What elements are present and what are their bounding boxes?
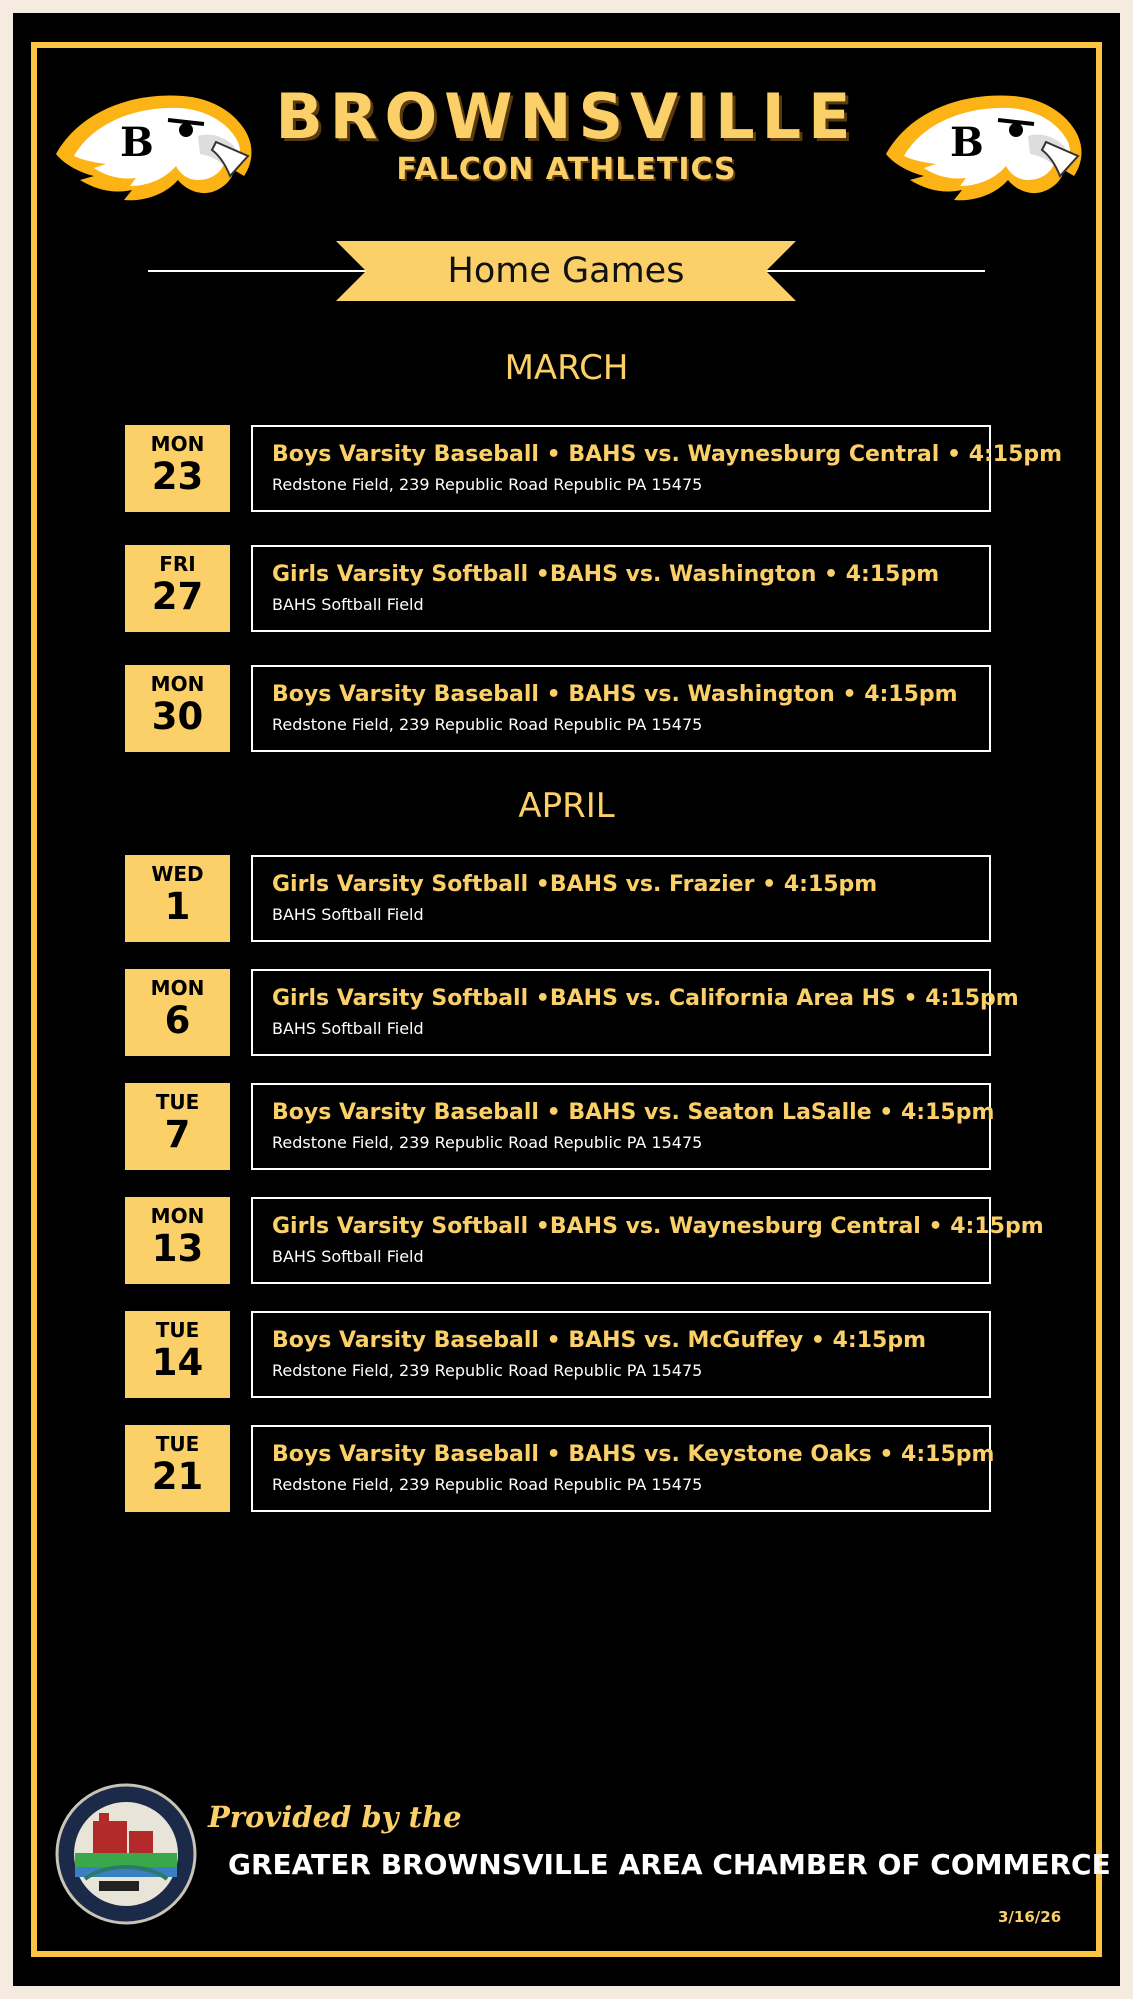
event-card (251, 1083, 995, 1170)
event-row (125, 855, 991, 942)
date-day: MON (150, 976, 205, 1000)
date-day: MON (150, 672, 205, 696)
provided-by-text: Provided by the (208, 1800, 462, 1834)
event-card (251, 855, 991, 942)
event-row (125, 1083, 995, 1170)
event-title: Girls Varsity Softball •BAHS vs. Washington • 4:15pm (272, 562, 940, 587)
banner-divider-right (764, 270, 985, 272)
date-badge (125, 855, 230, 942)
svg-text:B: B (120, 119, 154, 166)
date-badge (125, 1197, 230, 1284)
svg-text:B: B (950, 119, 984, 166)
event-row (125, 969, 1019, 1056)
banner-label: Home Games (447, 251, 685, 291)
date-badge (125, 1311, 230, 1398)
organization-name: GREATER BROWNSVILLE AREA CHAMBER OF COMMERCE (228, 1848, 1111, 1881)
event-card (251, 1311, 991, 1398)
date-number: 14 (151, 1341, 204, 1384)
event-title: Girls Varsity Softball •BAHS vs. Waynesburg Central • 4:15pm (272, 1214, 1044, 1239)
date-day: WED (151, 862, 204, 886)
date-number: 21 (151, 1455, 204, 1498)
event-location: Redstone Field, 239 Republic Road Republic PA 15475 (272, 715, 703, 734)
event-location: Redstone Field, 239 Republic Road Republic PA 15475 (272, 1361, 703, 1380)
event-title: Girls Varsity Softball •BAHS vs. Frazier • 4:15pm (272, 872, 878, 897)
event-location: BAHS Softball Field (272, 905, 424, 924)
date-number: 30 (151, 695, 204, 738)
date-day: TUE (155, 1090, 200, 1114)
date-number: 23 (151, 455, 204, 498)
date-number: 7 (164, 1113, 191, 1156)
event-row (125, 1197, 1044, 1284)
event-location: BAHS Softball Field (272, 1019, 424, 1038)
event-location: Redstone Field, 239 Republic Road Republic PA 15475 (272, 1475, 703, 1494)
date-number: 6 (164, 999, 191, 1042)
date-day: MON (150, 1204, 205, 1228)
month-heading-april: APRIL (518, 786, 615, 826)
date-number: 13 (151, 1227, 204, 1270)
date-day: TUE (155, 1432, 200, 1456)
date-stamp: 3/16/26 (998, 1908, 1062, 1926)
event-row (125, 425, 1063, 512)
event-card (251, 969, 1019, 1056)
event-row (125, 1425, 995, 1512)
chamber-seal-icon (55, 1783, 197, 1925)
event-title: Boys Varsity Baseball • BAHS vs. Washington • 4:15pm (272, 682, 958, 707)
event-card (251, 425, 1063, 512)
date-badge (125, 545, 230, 632)
date-number: 27 (151, 575, 204, 618)
date-day: FRI (159, 552, 196, 576)
event-row (125, 545, 991, 632)
event-location: Redstone Field, 239 Republic Road Republic PA 15475 (272, 1133, 703, 1152)
event-card (251, 665, 991, 752)
event-title: Girls Varsity Softball •BAHS vs. California Area HS • 4:15pm (272, 986, 1019, 1011)
event-title: Boys Varsity Baseball • BAHS vs. Waynesburg Central • 4:15pm (272, 442, 1063, 467)
event-title: Boys Varsity Baseball • BAHS vs. Seaton LaSalle • 4:15pm (272, 1100, 995, 1125)
date-badge (125, 665, 230, 752)
event-location: BAHS Softball Field (272, 1247, 424, 1266)
event-row (125, 1311, 991, 1398)
date-badge (125, 1083, 230, 1170)
date-badge (125, 969, 230, 1056)
date-badge (125, 1425, 230, 1512)
event-title: Boys Varsity Baseball • BAHS vs. Keystone Oaks • 4:15pm (272, 1442, 995, 1467)
event-row (125, 665, 991, 752)
date-day: MON (150, 432, 205, 456)
date-number: 1 (164, 885, 191, 928)
date-badge (125, 425, 230, 512)
date-day: TUE (155, 1318, 200, 1342)
event-card (251, 1425, 995, 1512)
event-card (251, 1197, 1044, 1284)
header (0, 80, 1133, 188)
event-title: Boys Varsity Baseball • BAHS vs. McGuffey • 4:15pm (272, 1328, 927, 1353)
event-location: Redstone Field, 239 Republic Road Republic PA 15475 (272, 475, 703, 494)
event-card (251, 545, 991, 632)
event-location: BAHS Softball Field (272, 595, 424, 614)
page-title: BROWNSVILLE (275, 80, 858, 153)
page-subtitle: FALCON ATHLETICS (396, 152, 737, 187)
month-heading-march: MARCH (504, 348, 629, 388)
